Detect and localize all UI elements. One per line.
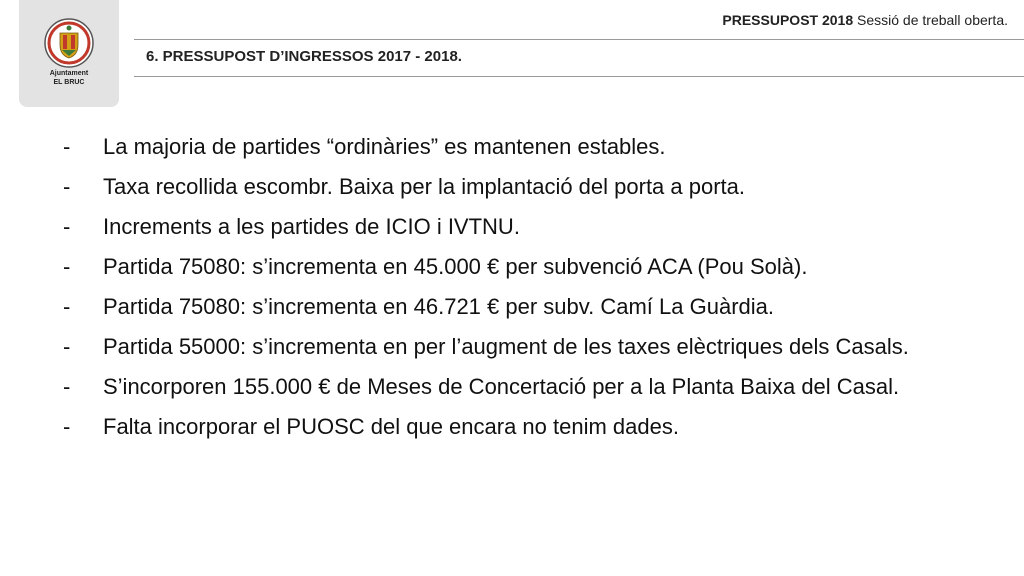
bullet-dash: - <box>63 134 71 159</box>
bullet-text: S’incorporen 155.000 € de Meses de Concertació per a la Planta Baixa del Casal. <box>103 374 900 399</box>
bullet-dash: - <box>63 174 71 199</box>
bullet-text: La majoria de partides “ordinàries” es mantenen estables. <box>103 134 666 159</box>
header-title-rest: Sessió de treball oberta. <box>853 12 1008 28</box>
bullet-text: Increments a les partides de ICIO i IVTNU. <box>103 214 520 239</box>
bullet-text: Partida 75080: s’incrementa en 45.000 € per subvenció ACA (Pou Solà). <box>103 254 808 279</box>
bullet-list <box>60 132 1010 452</box>
logo-text-line1: Ajuntament <box>49 70 89 77</box>
municipal-seal-icon <box>43 17 95 69</box>
bullet-dash: - <box>63 294 71 319</box>
bullet-item <box>60 172 1010 201</box>
header-divider-top <box>134 39 1024 40</box>
bullet-item <box>60 412 1010 441</box>
bullet-item <box>60 252 1010 281</box>
header-title-bold: PRESSUPOST 2018 <box>722 12 854 28</box>
bullet-text: Taxa recollida escombr. Baixa per la implantació del porta a porta. <box>103 174 746 199</box>
bullet-dash: - <box>63 334 71 359</box>
bullet-item <box>60 132 1010 161</box>
bullet-dash: - <box>63 374 71 399</box>
bullet-text: Falta incorporar el PUOSC del que encara no tenim dades. <box>103 414 679 439</box>
logo-text-line2: EL BRUC <box>53 79 85 86</box>
bullet-item <box>60 292 1010 321</box>
bullet-text: Partida 75080: s’incrementa en 46.721 € per subv. Camí La Guàrdia. <box>103 294 774 319</box>
header-divider-bottom <box>134 76 1024 77</box>
bullet-item <box>60 212 1010 241</box>
bullet-dash: - <box>63 414 71 439</box>
section-title: 6. PRESSUPOST D’INGRESSOS 2017 - 2018. <box>146 48 462 65</box>
logo-panel <box>19 0 119 107</box>
bullet-text: Partida 55000: s’incrementa en per l’augment de les taxes elèctriques dels Casals. <box>103 334 909 359</box>
bullet-dash: - <box>63 214 71 239</box>
bullet-dash: - <box>63 254 71 279</box>
bullet-item <box>60 332 1010 361</box>
header-title <box>722 12 1008 28</box>
bullet-item <box>60 372 1010 401</box>
